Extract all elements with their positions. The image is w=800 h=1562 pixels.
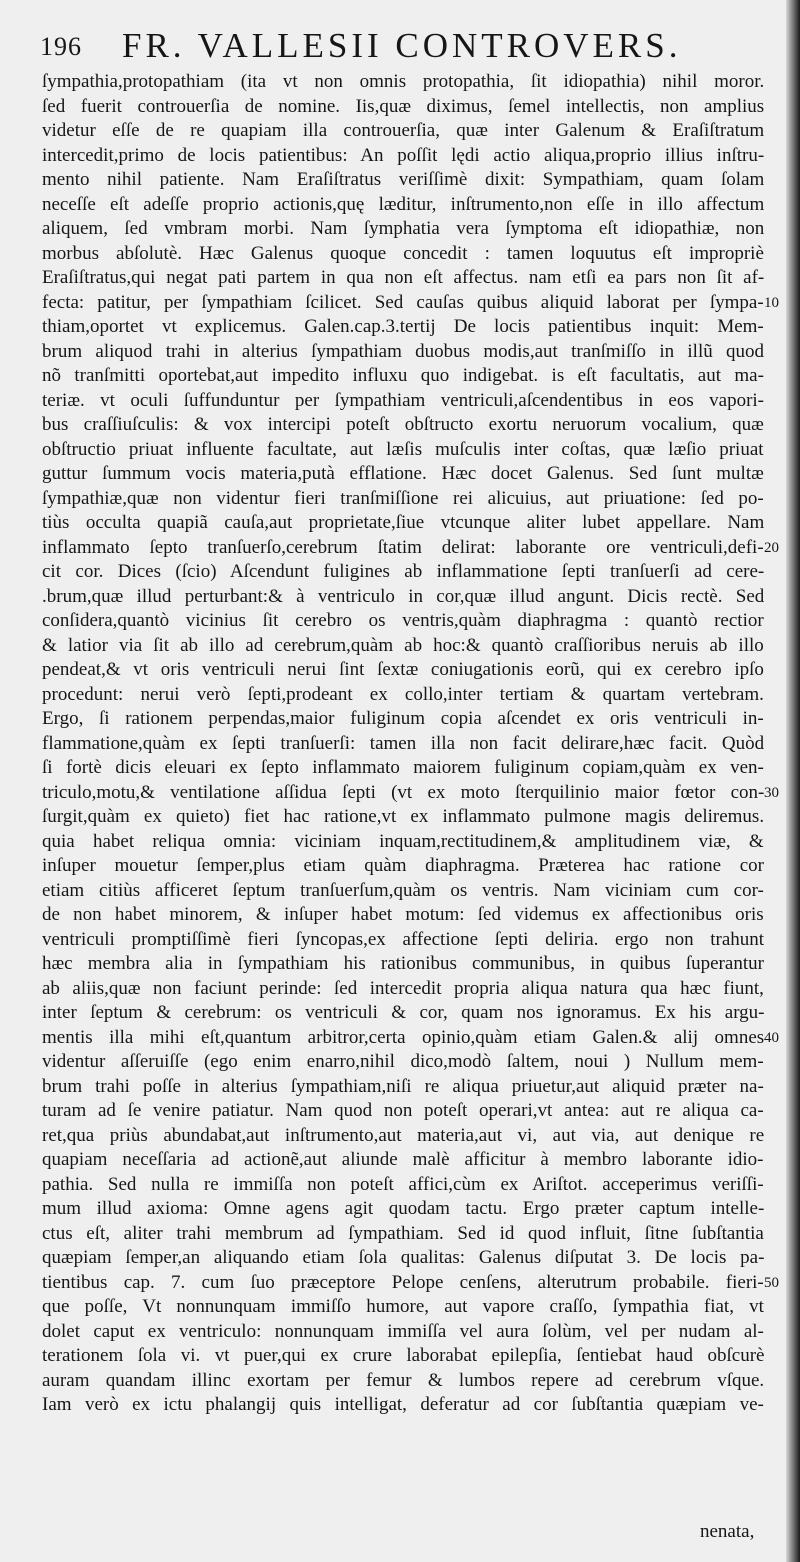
text-line: mentis illa mihi eſt,quantum arbitror,certa opinio,quàm etiam Galen.& alij omnes xyxy=(42,1026,765,1048)
text-line: ſed fuerit controuerſia de nomine. Iis,quæ diximus, ſemel intellectis, non amplius xyxy=(42,95,765,117)
margin-number: 30 xyxy=(764,784,779,801)
text-line: pendeat,& vt oris ventriculi nerui ſint ſextæ coniugationis eorũ, qui ex cerebro ipſo xyxy=(42,659,764,680)
margin-number: 40 xyxy=(764,1029,779,1046)
text-line: que poſſe, Vt nonnunquam immiſſo humore, aut vapore craſſo, ſympathia fiat, vt xyxy=(42,1296,764,1317)
text-line: tientibus cap. 7. cum ſuo præceptore Pelope cenſens, alterutrum probabile. fieri- xyxy=(42,1271,764,1293)
text-line: quæpiam ſemper,an aliquando etiam ſola qualitas: Galenus diſputat 3. De locis pa- xyxy=(42,1247,765,1268)
text-line: quapiam neceſſaria ad actionẽ,aut aliunde malè afficitur à membro laborante idio- xyxy=(42,1149,764,1170)
text-line: ctus eſt, aliter trahi membrum ad ſympathiam. Sed id quod influit, ſitne ſubſtantia xyxy=(42,1222,764,1244)
text-line: terationem ſola vi. vt puer,qui ex crure laborabat epilepſia, ſentiebat haud obſcurè xyxy=(42,1345,765,1366)
text-line: etiam citiùs afficeret ſeptum tranſuerſum,quàm os ventris. Nam viciniam cum cor- xyxy=(42,879,764,901)
margin-number: 20 xyxy=(764,539,779,556)
text-line: .brum,quæ illud perturbant:& à ventriculo in cor,quæ illud angunt. Dicis rectè. Sed xyxy=(42,585,765,607)
text-line: brum aliquod trahi in alterius ſympathiam duobus modis,aut tranſmiſſo in illũ quod xyxy=(42,340,765,362)
text-line: mento nihil patiente. Nam Eraſiſtratus veriſſimè dixit: Sympathiam, quam ſolam xyxy=(42,169,765,190)
text-line: triculo,motu,& ventilatione aſſidua ſepti (vt ex moto ſterquilinio maior fœtor con- xyxy=(42,781,765,803)
text-line: intercedit,primo de locis patientibus: An poſſit lędi actio aliqua,proprio illius inſtru- xyxy=(42,144,765,166)
text-line: tiùs occulta quapiã cauſa,aut proprietate,ſiue vtcunque aliter lubet appellare. Nam xyxy=(42,512,765,533)
text-line: obſtructio priuat influente facultate, aut læſis muſculis inter coſtas, quæ læſio priuat xyxy=(42,438,764,460)
text-line: inſuper mouetur ſemper,plus etiam quàm diaphragma. Præterea hac ratione cor xyxy=(42,855,765,876)
page-number: 196 xyxy=(40,32,82,61)
body-text xyxy=(42,70,764,1418)
text-line: neceſſe eſt adeſſe proprio actionis,quę læditur, inſtrumento,non eſſe in illo affectum xyxy=(42,193,765,215)
text-line: teriæ. vt oculi ſuffunduntur per ſympathiam ventriculi,aſcendentibus in eos vapori- xyxy=(42,389,765,411)
text-line: ſurgit,quàm ex quieto) fiet hac ratione,vt ex inflammato pulmone magis deliremus. xyxy=(42,806,765,827)
text-line: videtur eſſe de re quapiam illa controuerſia, quæ inter Galenum & Eraſiſtratum xyxy=(42,120,765,141)
text-line: cit cor. Dices (ſcio) Aſcendunt fuligines ab inflammatione ſepti tranſuerſi ad cere- xyxy=(42,561,765,582)
text-line: nõ tranſmitti oportebat,aut impedito influxu quo indigebat. is eſt facultatis, aut ma- xyxy=(42,365,764,386)
text-line: thiam,oportet vt explicemus. Galen.cap.3.tertij De locis patientibus inquit: Mem- xyxy=(42,316,764,337)
text-line: dolet caput ex ventriculo: nonnunquam immiſſa vel aura ſolùm, vel per nudam al- xyxy=(42,1320,764,1342)
text-line: guttur ſummum vocis materia,putà efflatione. Hæc docet Galenus. Sed ſunt multæ xyxy=(42,463,764,484)
page-spine-shadow xyxy=(786,0,800,1562)
text-line: & latior via ſit ab illo ad cerebrum,quàm ab hoc:& quantò craſſioribus neruis ab illo xyxy=(42,634,764,656)
text-line: ab aliis,quæ non faciunt perinde: ſed intercedit propria aliqua natura qua hæc fiunt, xyxy=(42,977,764,999)
text-line: bus craſſiuſculis: & vox intercipi poteſt obſtructo exortu neruorum vocalium, quæ xyxy=(42,414,764,435)
text-line: conſidera,quantò vicinius ſit cerebro os ventris,quàm diaphragma : quantò rectior xyxy=(42,610,764,631)
text-line: Iam verò ex ictu phalangij quis intelligat, deferatur ad cor ſubſtantia quæpiam ve- xyxy=(42,1394,764,1415)
running-head: FR. VALLESII CONTROVERS. xyxy=(122,26,682,65)
text-line: flammatione,quàm ex ſepti tranſuerſi: tamen illa non facit delirare,hæc facit. Quòd xyxy=(42,732,765,754)
text-line: pathia. Sed nulla re immiſſa non poteſt affici,cùm ex Ariſtot. acceperimus veriſſi- xyxy=(42,1173,764,1195)
text-line: aliquem, ſed vmbram morbi. Nam ſymphatia vera ſymptoma eſt idiopathiæ, non xyxy=(42,218,765,239)
text-line: procedunt: nerui verò ſepti,prodeant ex collo,inter tertiam & quartam vertebram. xyxy=(42,683,764,705)
text-line: morbus abſolutè. Hæc Galenus quoque concedit : tamen loquutus eſt impropriè xyxy=(42,242,764,264)
text-line: fecta: patitur, per ſympathiam ſcilicet. Sed cauſas quibus aliquid laborat per ſympa- xyxy=(42,291,764,313)
text-line: ſympathia,protopathiam (ita vt non omnis protopathia, ſit idiopathia) nihil moror. xyxy=(42,71,765,92)
text-line: turam ad ſe venire patiatur. Nam quod non poteſt operari,vt antea: aut re aliqua ca- xyxy=(42,1100,764,1121)
text-line: ventriculi promptiſſimè fieri ſyncopas,ex affectione ſepti deliria. ergo non trahunt xyxy=(42,928,765,950)
text-line: videntur aſſeruiſſe (ego enim enarro,nihil dico,modò ſaltem, noui ) Nullum mem- xyxy=(42,1051,764,1072)
text-line: Eraſiſtratus,qui negat pati partem in qua non eſt affectus. nam etſi ea pars non ſit af- xyxy=(42,267,765,288)
text-line: mum illud axioma: Omne agens agit quodam tactu. Ergo præter captum intelle- xyxy=(42,1198,765,1219)
text-line: ret,qua priùs abundabat,aut inſtrumento,aut materia,aut vi, aut via, aut denique re xyxy=(42,1124,765,1146)
page-header xyxy=(40,26,760,70)
text-line: auram quandam illinc exortam per femur & lumbos repere ad cerebrum vſque. xyxy=(42,1369,765,1391)
text-line: brum trahi poſſe in alterius ſympathiam,niſi re aliqua priuetur,aut aliquid præter na- xyxy=(42,1075,764,1097)
text-line: ſi fortè dicis eleuari ex ſepto inflammato maiorem fuliginum copiam,quàm ex ven- xyxy=(42,757,764,778)
text-line: Ergo, ſi rationem perpendas,maior fuliginum copia aſcendet ex oris ventriculi in- xyxy=(42,708,764,729)
margin-number: 50 xyxy=(764,1274,779,1291)
margin-number: 10 xyxy=(764,294,779,311)
text-line: ſympathiæ,quæ non videntur fieri tranſmiſſione rei alicuius, aut priuatione: ſed po- xyxy=(42,487,764,509)
catchword: nenata, xyxy=(700,1521,755,1542)
text-line: inter ſeptum & cerebrum: os ventriculi & cor, quam nos ignoramus. Ex his argu- xyxy=(42,1002,765,1023)
text-line: de non habet minorem, & inſuper habet motum: ſed videmus ex affectionibus oris xyxy=(42,904,764,925)
text-line: hæc membra alia in ſympathiam his rationibus communibus, in quibus ſuperantur xyxy=(42,953,764,974)
text-line: inflammato ſepto tranſuerſo,cerebrum ſtatim delirat: laborante ore ventriculi,defi- xyxy=(42,536,764,558)
text-line: quia habet reliqua omnia: viciniam inquam,rectitudinem,& amplitudinem viæ, & xyxy=(42,830,764,852)
